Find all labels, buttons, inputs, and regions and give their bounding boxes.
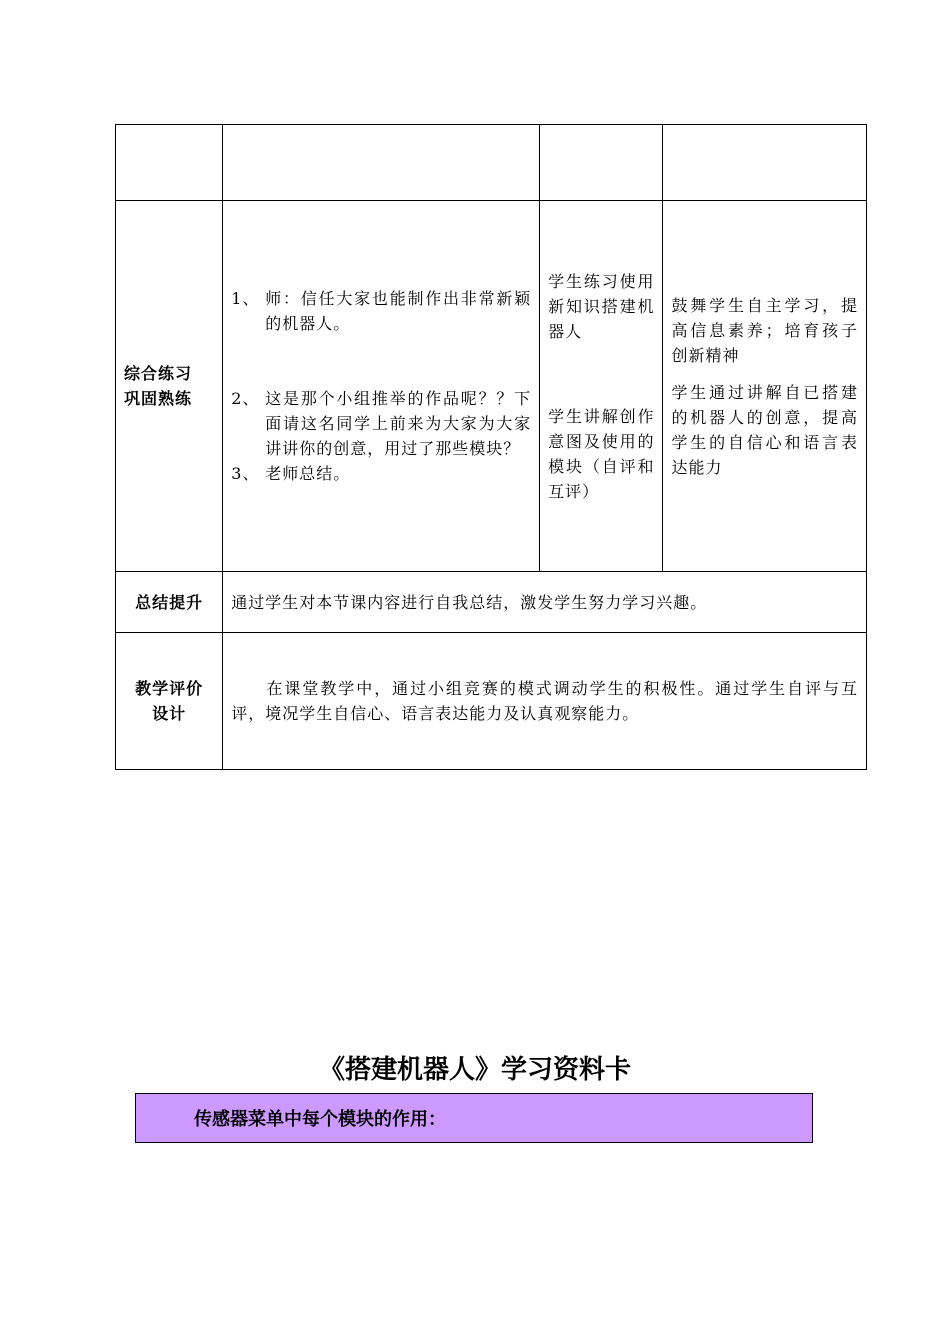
evaluation-text-cell xyxy=(223,633,867,770)
step-number: 3、 xyxy=(231,464,260,483)
lesson-plan-table xyxy=(115,124,867,770)
teacher-step xyxy=(231,461,531,486)
step-text: 师：信任大家也能制作出非常新颖的机器人。 xyxy=(265,289,532,333)
purpose-2: 学生通过讲解自已搭建的机器人的创意，提高学生的自信心和语言表达能力 xyxy=(671,382,858,477)
summary-label: 总结提升 xyxy=(116,572,223,633)
step-number: 1、 xyxy=(231,289,260,308)
table-row-summary xyxy=(116,572,867,633)
step-number: 2、 xyxy=(231,389,260,408)
summary-text: 通过学生对本节课内容进行自我总结，激发学生努力学习兴趣。 xyxy=(223,572,867,633)
empty-cell xyxy=(116,125,223,201)
card-title: 《搭建机器人》学习资料卡 xyxy=(318,1055,631,1085)
evaluation-text: 在课堂教学中，通过小组竞赛的模式调动学生的积极性。通过学生自评与互评，境况学生自信心、语言表达能力及认真观察能力。 xyxy=(231,679,858,723)
teacher-activity-cell xyxy=(223,201,540,572)
evaluation-label-line2: 设计 xyxy=(152,704,187,723)
practice-label-line1: 综合练习 xyxy=(124,364,193,383)
table-row-empty xyxy=(116,125,867,201)
evaluation-label-cell xyxy=(116,633,223,770)
teacher-step xyxy=(231,286,531,336)
teacher-step xyxy=(231,386,531,461)
empty-cell xyxy=(223,125,540,201)
practice-label-cell xyxy=(116,201,223,572)
card-box-text: 传感器菜单中每个模块的作用： xyxy=(194,1109,446,1130)
evaluation-label-line1: 教学评价 xyxy=(135,679,204,698)
table-row-evaluation xyxy=(116,633,867,770)
table-row-practice xyxy=(116,201,867,572)
purpose-cell xyxy=(663,201,867,572)
student-activity-cell xyxy=(540,201,663,572)
step-text: 老师总结。 xyxy=(265,464,351,483)
student-activity-2: 学生讲解创作意图及使用的模块（自评和互评） xyxy=(548,406,655,501)
empty-cell xyxy=(540,125,663,201)
student-activity-1: 学生练习使用新知识搭建机器人 xyxy=(548,271,655,341)
purpose-1: 鼓舞学生自主学习，提高信息素养；培育孩子创新精神 xyxy=(671,295,858,365)
empty-cell xyxy=(663,125,867,201)
step-text: 这是那个小组推举的作品呢？？下面请这名同学上前来为大家为大家讲讲你的创意，用过了那些模块？ xyxy=(265,389,532,458)
card-header-box xyxy=(135,1093,813,1143)
practice-label-line2: 巩固熟练 xyxy=(124,389,193,408)
